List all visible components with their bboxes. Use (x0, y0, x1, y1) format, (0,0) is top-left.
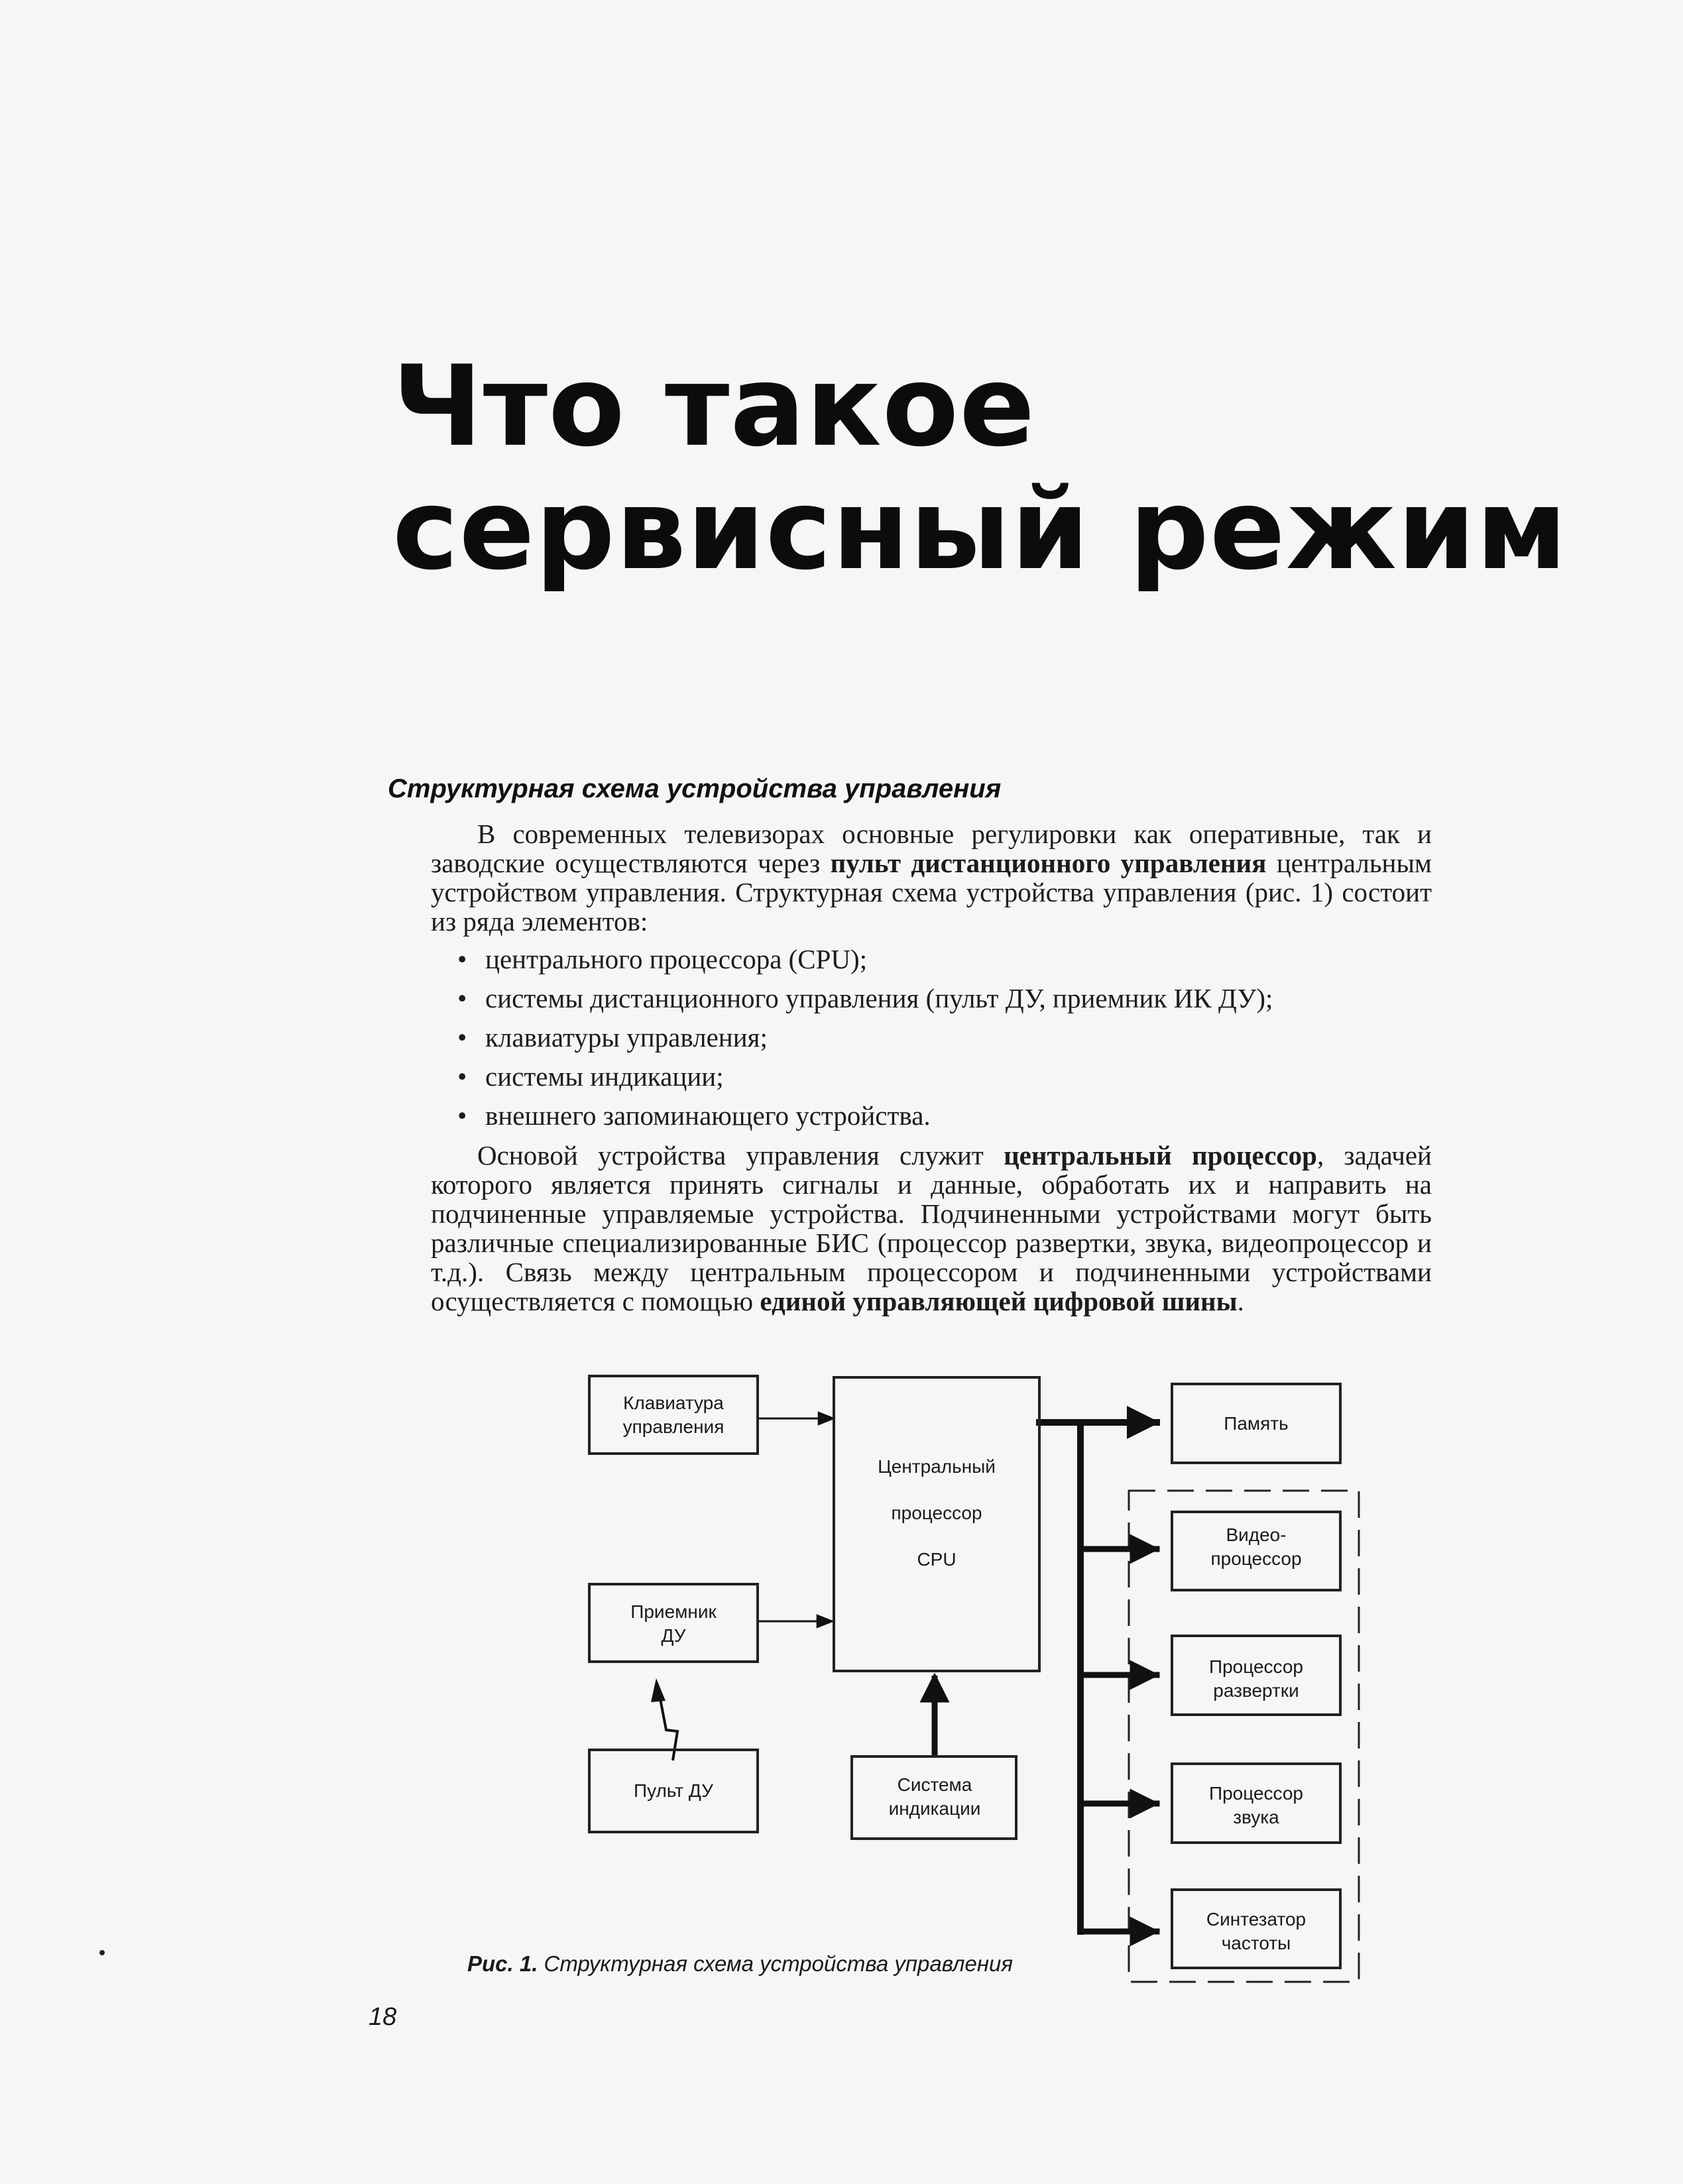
paragraph-2-text-a: Основой устройства управления служит (477, 1140, 1004, 1171)
receiver-box (589, 1584, 758, 1662)
frequency-synthesizer-box (1172, 1890, 1340, 1968)
paragraph-2-text-c: . (1237, 1286, 1244, 1316)
chapter-title-line-2: сервисный режим (392, 465, 1568, 595)
page-number: 18 (369, 2003, 397, 2031)
list-item: • системы дистанционного управления (пульт ДУ, приемник ИК ДУ); (457, 979, 1432, 1018)
paragraph-1-bold: пульт дистанционного управления (830, 848, 1267, 878)
display-box (852, 1756, 1016, 1839)
chapter-title-line-1: Что такое (392, 341, 1036, 471)
section-heading: Структурная схема устройства управления (388, 774, 1002, 803)
keyboard-label-2: управления (622, 1416, 725, 1437)
cpu-box (834, 1377, 1039, 1671)
paragraph-2-bold-1: центральный процессор (1004, 1140, 1317, 1171)
display-label-2: индикации (888, 1798, 981, 1819)
digital-bus (1039, 1422, 1157, 1931)
cpu-label-3: CPU (917, 1549, 957, 1570)
display-label-1: Система (897, 1774, 972, 1795)
keyboard-box (589, 1376, 758, 1454)
receiver-label-1: Приемник (630, 1601, 717, 1622)
cpu-label-2: процессор (891, 1503, 982, 1523)
video-processor-label-1: Видео- (1226, 1524, 1287, 1545)
list-item: • системы индикации; (457, 1057, 1432, 1096)
paragraph-2-text-b: , задачей которого является принять сигналы и данные, обработать их и направить на подчиненные управляемые устройства. Подчиненными устройствами могут быть различные специализированные БИС (процессор развертки, звука, видеопроцессор и т.д.). Связь между центральным процессором и подчиненными устройствами осуществляется с помощью (431, 1140, 1432, 1316)
paragraph-2-bold-2: единой управляющей цифровой шины (760, 1286, 1238, 1316)
figure-caption-text: Структурная схема устройства управления (538, 1951, 1013, 1976)
ir-link-arrowhead (651, 1678, 666, 1702)
receiver-label-2: ДУ (661, 1625, 686, 1646)
scan-speck (99, 1950, 105, 1955)
frequency-synthesizer-label-2: частоты (1221, 1933, 1291, 1953)
paragraph-1-text-b: центральным устройством управления. Структурная схема устройства управления (рис. 1) состоит из ряда элементов: (431, 848, 1432, 937)
figure-caption (467, 1951, 1013, 1977)
frequency-synthesizer-label-1: Синтезатор (1206, 1909, 1306, 1929)
list-item: • клавиатуры управления; (457, 1018, 1432, 1057)
scan-processor-box (1172, 1636, 1340, 1715)
sound-processor-label-1: Процессор (1208, 1783, 1304, 1804)
scan-processor-label-2: развертки (1213, 1680, 1299, 1701)
keyboard-label-1: Клавиатура (623, 1393, 724, 1413)
sound-processor-label-2: звука (1233, 1807, 1279, 1827)
scan-processor-label-1: Процессор (1208, 1656, 1304, 1677)
figure-label: Рис. 1. (467, 1951, 538, 1976)
video-processor-box (1172, 1512, 1340, 1590)
memory-box (1172, 1384, 1340, 1463)
remote-box (589, 1750, 758, 1832)
remote-label: Пульт ДУ (634, 1780, 713, 1801)
video-processor-label-2: процессор (1210, 1548, 1302, 1569)
list-item: • внешнего запоминающего устройства. (457, 1096, 1432, 1135)
list-item: • центрального процессора (CPU); (457, 940, 1432, 979)
paragraph-1-text-a: В современных телевизорах основные регулировки как оперативные, так и заводские осуществляются через (431, 819, 1432, 878)
sound-processor-box (1172, 1764, 1340, 1843)
memory-label: Память (1224, 1413, 1289, 1434)
cpu-label-1: Центральный (878, 1456, 996, 1477)
